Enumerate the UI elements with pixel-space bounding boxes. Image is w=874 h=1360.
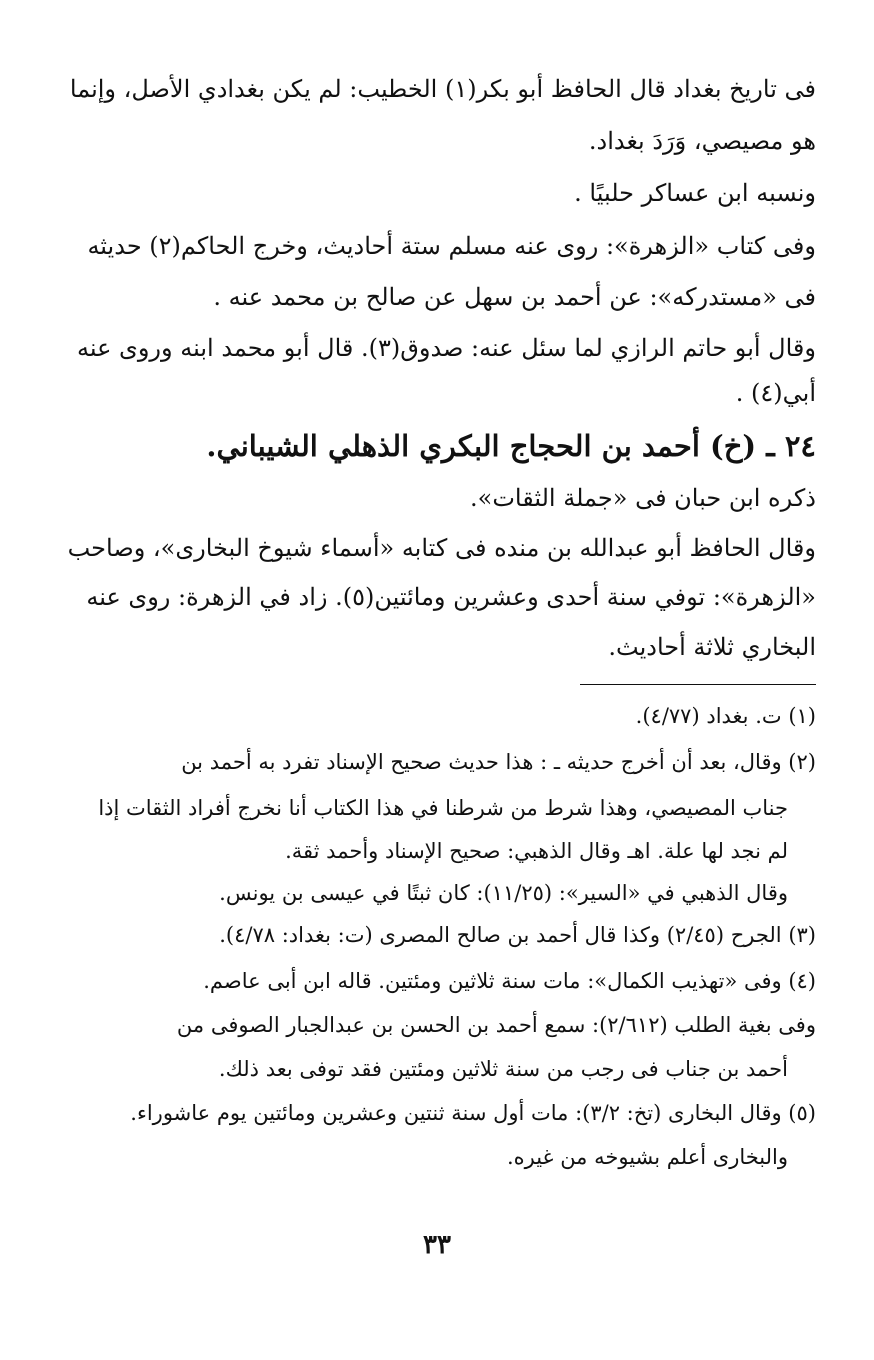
body-line-7: أبي(٤) .	[735, 379, 816, 407]
body-line-6: وقال أبو حاتم الرازي لما سئل عنه: صدوق(٣). قال أبو محمد ابنه وروى عنه	[76, 334, 816, 362]
footnote-line: والبخارى أعلم بشيوخه من غيره.	[506, 1145, 788, 1169]
footnote-line: وفى بغية الطلب (٢/٦١٢): سمع أحمد بن الحسن بن عبدالجبار الصوفى من	[176, 1013, 816, 1037]
body-line-5: فى «مستدركه»: عن أحمد بن سهل عن صالح بن محمد عنه .	[213, 283, 816, 311]
body-line-1: فى تاريخ بغداد قال الحافظ أبو بكر(١) الخطيب: لم يكن بغدادي الأصل، وإنما	[69, 75, 816, 103]
body-line-2: هو مصيصي، وَرَدَ بغداد.	[588, 127, 816, 155]
entry-line-1: ذكره ابن حبان فى «جملة الثقات».	[470, 484, 816, 512]
body-line-4: وفى كتاب «الزهرة»: روى عنه مسلم ستة أحاديث، وخرج الحاكم(٢) حديثه	[87, 232, 816, 260]
footnote-line: (١) ت. بغداد (٤/٧٧).	[635, 704, 816, 728]
footnote-separator	[580, 684, 816, 685]
page-number: ٣٣	[423, 1230, 451, 1260]
footnote-line: (٢) وقال، بعد أن أخرج حديثه ـ : هذا حديث صحيح الإسناد تفرد به أحمد بن	[181, 750, 816, 774]
footnote-line: وقال الذهبي في «السير»: (١١/٢٥): كان ثبتًا في عيسى بن يونس.	[219, 881, 788, 905]
footnote-line: (٥) وقال البخارى (تخ: ٣/٢): مات أول سنة ثنتين وعشرين ومائتين يوم عاشوراء.	[130, 1101, 816, 1125]
footnote-line: (٣) الجرح (٢/٤٥) وكذا قال أحمد بن صالح المصرى (ت: بغداد: ٤/٧٨).	[219, 923, 816, 947]
footnote-line: (٤) وفى «تهذيب الكمال»: مات سنة ثلاثين ومئتين. قاله ابن أبى عاصم.	[203, 969, 816, 993]
entry-line-4: البخاري ثلاثة أحاديث.	[608, 633, 816, 661]
footnote-line: جناب المصيصي، وهذا شرط من شرطنا في هذا الكتاب أنا نخرج أفراد الثقات إذا	[98, 796, 788, 820]
footnote-line: أحمد بن جناب فى رجب من سنة ثلاثين ومئتين فقد توفى بعد ذلك.	[218, 1057, 788, 1081]
body-line-3: ونسبه ابن عساكر حلبيًا .	[574, 179, 816, 207]
entry-line-2: وقال الحافظ أبو عبدالله بن منده فى كتابه «أسماء شيوخ البخارى»، وصاحب	[67, 534, 816, 562]
footnote-line: لم نجد لها علة. اهـ وقال الذهبي: صحيح الإسناد وأحمد ثقة.	[285, 839, 788, 863]
entry-line-3: «الزهرة»: توفي سنة أحدى وعشرين ومائتين(٥). زاد في الزهرة: روى عنه	[86, 583, 816, 611]
entry-heading: ٢٤ ـ (خ) أحمد بن الحجاج البكري الذهلي الشيباني.	[206, 429, 816, 463]
